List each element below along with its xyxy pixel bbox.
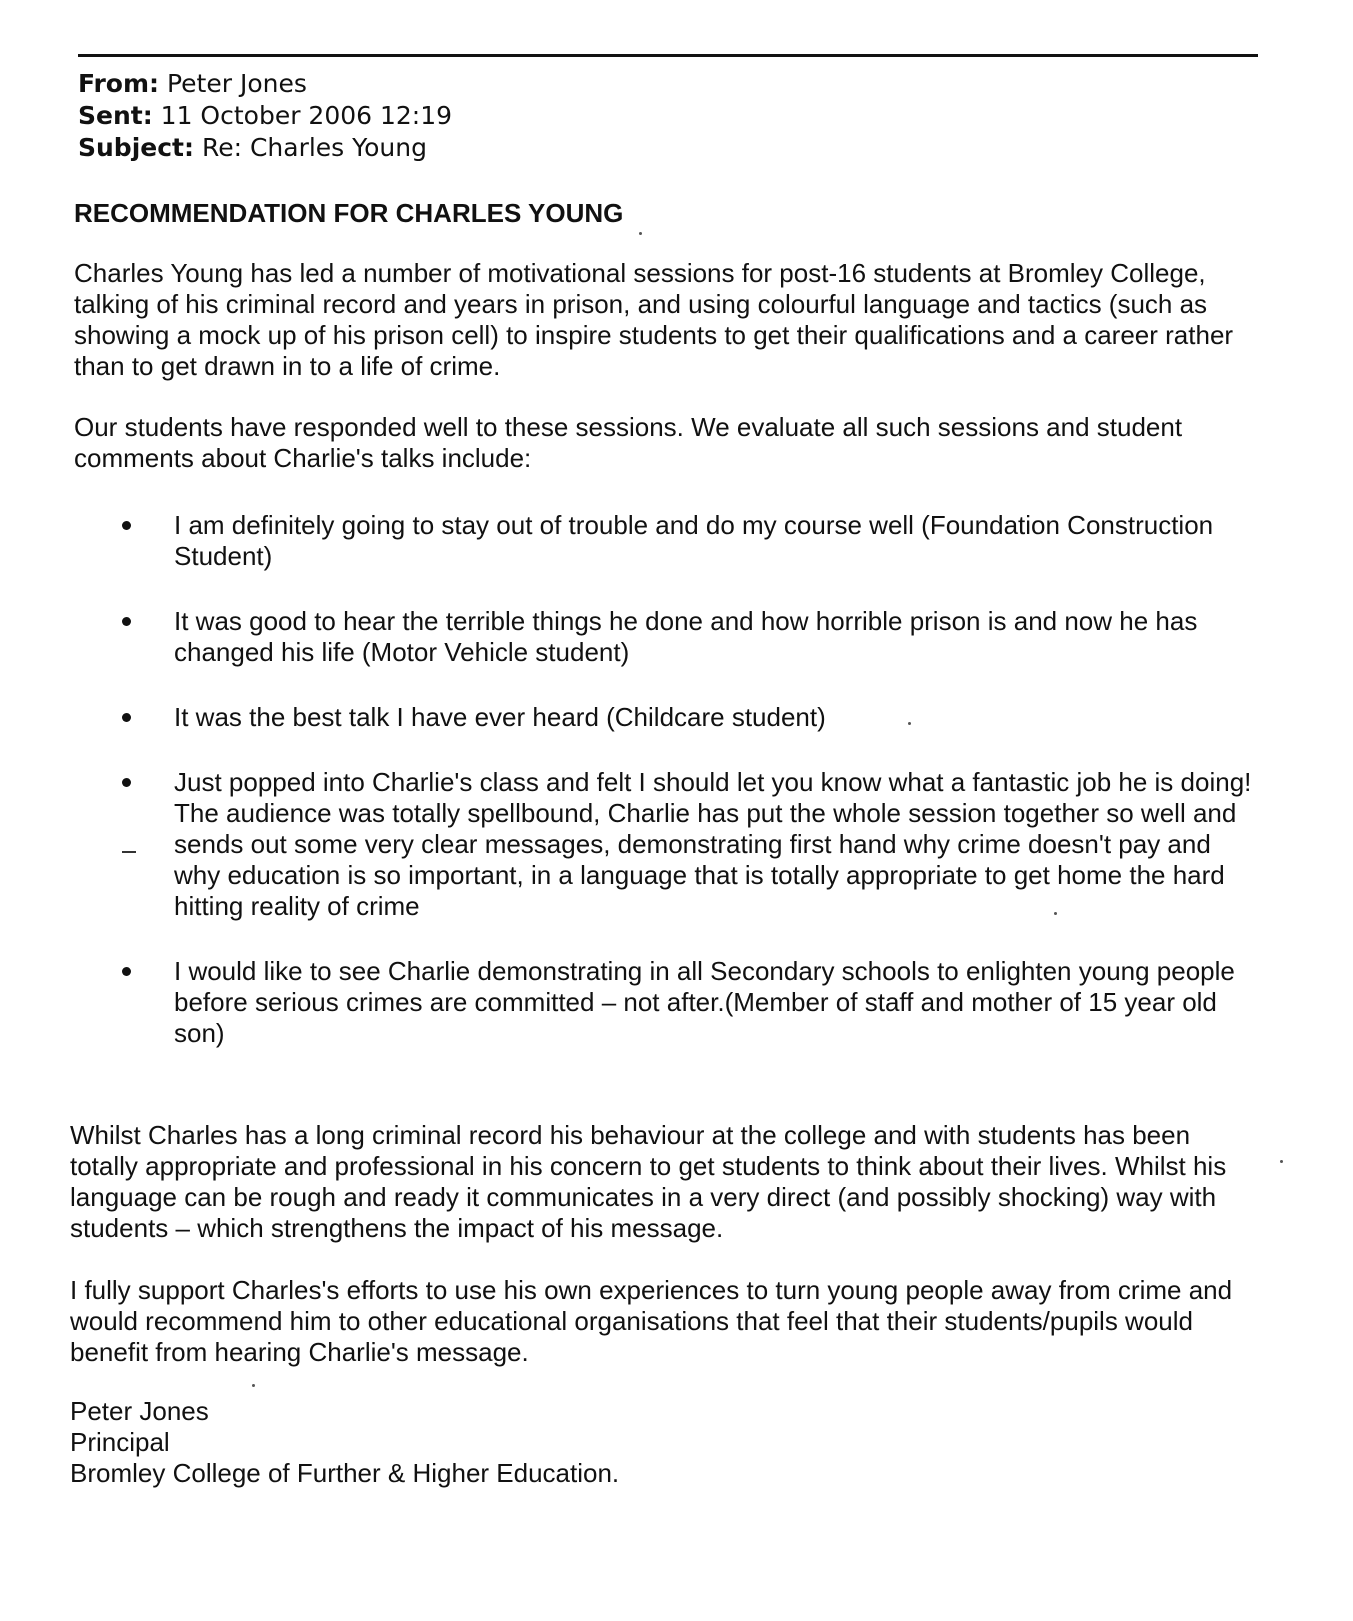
list-item bbox=[118, 956, 1258, 1049]
scan-speck bbox=[908, 722, 911, 725]
sent-value: 11 October 2006 12:19 bbox=[160, 101, 453, 130]
scan-speck bbox=[1280, 1160, 1283, 1163]
signature-block bbox=[70, 1396, 619, 1489]
subject-row bbox=[78, 132, 452, 164]
comment-text: Just popped into Charlie's class and felt I should let you know what a fantastic job he is doing! The audience was totally spellbound, Charlie has put the whole session together so well and sends out some very clear messages, demonstrating first hand why crime doesn't pay and why education is so important, in a language that is totally appropriate to get home the hard hitting reality of crime bbox=[174, 767, 1252, 921]
scan-speck bbox=[1054, 912, 1057, 915]
document-title: RECOMMENDATION FOR CHARLES YOUNG bbox=[74, 198, 624, 228]
support-paragraph: I fully support Charles's efforts to use his own experiences to turn young people away from crime and would recommend him to other educational organisations that feel that their students/pupils would benefit from hearing Charlie's message. bbox=[70, 1275, 1233, 1367]
bullet-icon bbox=[122, 778, 131, 787]
list-item bbox=[118, 702, 1258, 733]
student-comments-list bbox=[118, 510, 1258, 1049]
signatory-name: Peter Jones bbox=[70, 1396, 209, 1426]
responses-paragraph: Our students have responded well to these sessions. We evaluate all such sessions and student comments about Charlie's talks include: bbox=[74, 412, 1183, 473]
subject-value: Re: Charles Young bbox=[201, 133, 427, 162]
list-item bbox=[118, 767, 1258, 922]
signatory-role: Principal bbox=[70, 1427, 170, 1457]
comment-text: It was the best talk I have ever heard (Childcare student) bbox=[174, 702, 826, 732]
subject-label: Subject: bbox=[78, 133, 194, 162]
from-row bbox=[78, 68, 452, 100]
comment-text: It was good to hear the terrible things he done and how horrible prison is and now he has changed his life (Motor Vehicle student) bbox=[174, 606, 1198, 667]
from-label: From: bbox=[78, 69, 160, 98]
scan-speck bbox=[639, 232, 642, 235]
list-item bbox=[118, 510, 1258, 572]
bullet-icon bbox=[122, 521, 131, 530]
scan-speck bbox=[252, 1384, 255, 1387]
from-value: Peter Jones bbox=[166, 69, 307, 98]
top-divider-rule bbox=[78, 54, 1258, 57]
sent-row bbox=[78, 100, 452, 132]
comment-text: I am definitely going to stay out of trouble and do my course well (Foundation Construction Student) bbox=[174, 510, 1214, 571]
intro-paragraph: Charles Young has led a number of motivational sessions for post-16 students at Bromley College, talking of his criminal record and years in prison, and using colourful language and tactics (such as showing a mock up of his prison cell) to inspire students to get their qualifications and a career rather than to get drawn in to a life of crime. bbox=[74, 258, 1234, 381]
bullet-icon bbox=[122, 617, 131, 626]
behaviour-paragraph: Whilst Charles has a long criminal record his behaviour at the college and with students has been totally appropriate and professional in his concern to get students to think about their lives. Whilst his language can be rough and ready it communicates in a very direct (and possibly shocking) way with students – which strengthens the impact of his message. bbox=[70, 1120, 1227, 1243]
bullet-icon bbox=[122, 967, 131, 976]
bullet-icon bbox=[122, 713, 131, 722]
signatory-organisation: Bromley College of Further & Higher Education. bbox=[70, 1458, 620, 1488]
email-header bbox=[78, 68, 452, 164]
list-item bbox=[118, 606, 1258, 668]
scan-mark bbox=[122, 851, 136, 853]
comment-text: I would like to see Charlie demonstrating in all Secondary schools to enlighten young people before serious crimes are committed – not after.(Member of staff and mother of 15 year old son) bbox=[174, 956, 1235, 1048]
sent-label: Sent: bbox=[78, 101, 153, 130]
